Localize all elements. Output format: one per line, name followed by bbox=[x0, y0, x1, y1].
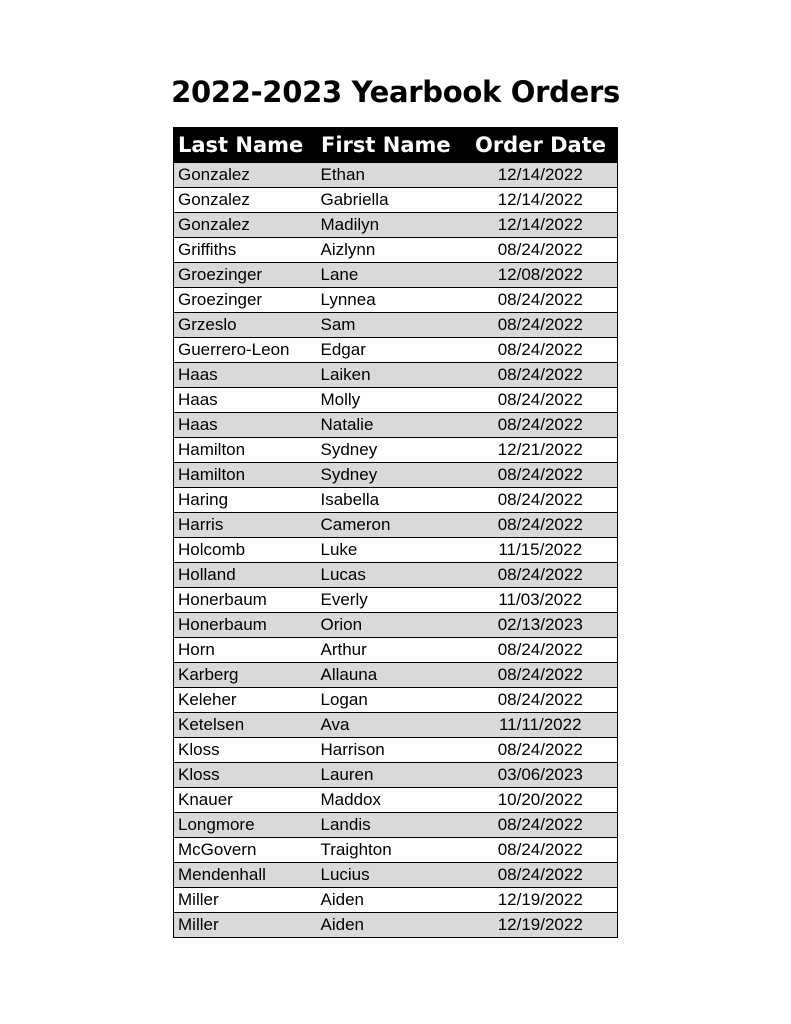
last-name-cell: Groezinger bbox=[174, 263, 317, 288]
last-name-cell: Keleher bbox=[174, 688, 317, 713]
table-row bbox=[174, 238, 618, 263]
table-row bbox=[174, 763, 618, 788]
last-name-cell: Harris bbox=[174, 513, 317, 538]
table-row bbox=[174, 188, 618, 213]
table-row bbox=[174, 713, 618, 738]
order-date-cell: 12/19/2022 bbox=[464, 888, 618, 913]
first-name-cell: Aiden bbox=[317, 913, 464, 938]
last-name-cell: Haas bbox=[174, 388, 317, 413]
table-row bbox=[174, 913, 618, 938]
first-name-cell: Aiden bbox=[317, 888, 464, 913]
order-date-cell: 08/24/2022 bbox=[464, 463, 618, 488]
last-name-cell: Longmore bbox=[174, 813, 317, 838]
first-name-cell: Orion bbox=[317, 613, 464, 638]
table-row bbox=[174, 288, 618, 313]
order-date-cell: 08/24/2022 bbox=[464, 238, 618, 263]
last-name-cell: Gonzalez bbox=[174, 163, 317, 188]
order-date-cell: 12/14/2022 bbox=[464, 188, 618, 213]
order-date-cell: 08/24/2022 bbox=[464, 563, 618, 588]
header-row bbox=[174, 128, 618, 163]
first-name-cell: Lucas bbox=[317, 563, 464, 588]
last-name-cell: Horn bbox=[174, 638, 317, 663]
page-title: 2022-2023 Yearbook Orders bbox=[171, 75, 620, 109]
order-date-cell: 08/24/2022 bbox=[464, 413, 618, 438]
first-name-cell: Gabriella bbox=[317, 188, 464, 213]
last-name-cell: Grzeslo bbox=[174, 313, 317, 338]
last-name-cell: Honerbaum bbox=[174, 613, 317, 638]
table-row bbox=[174, 663, 618, 688]
last-name-cell: Haring bbox=[174, 488, 317, 513]
first-name-cell: Logan bbox=[317, 688, 464, 713]
order-date-cell: 08/24/2022 bbox=[464, 288, 618, 313]
last-name-cell: Karberg bbox=[174, 663, 317, 688]
last-name-cell: Mendenhall bbox=[174, 863, 317, 888]
order-date-cell: 02/13/2023 bbox=[464, 613, 618, 638]
table-row bbox=[174, 213, 618, 238]
table-row bbox=[174, 438, 618, 463]
order-date-cell: 10/20/2022 bbox=[464, 788, 618, 813]
first-name-cell: Everly bbox=[317, 588, 464, 613]
first-name-cell: Luke bbox=[317, 538, 464, 563]
order-date-cell: 08/24/2022 bbox=[464, 363, 618, 388]
order-date-cell: 08/24/2022 bbox=[464, 663, 618, 688]
order-date-cell: 08/24/2022 bbox=[464, 863, 618, 888]
order-date-cell: 08/24/2022 bbox=[464, 313, 618, 338]
order-date-cell: 08/24/2022 bbox=[464, 813, 618, 838]
order-date-cell: 08/24/2022 bbox=[464, 388, 618, 413]
table-row bbox=[174, 513, 618, 538]
order-date-cell: 11/03/2022 bbox=[464, 588, 618, 613]
table-row bbox=[174, 363, 618, 388]
first-name-cell: Isabella bbox=[317, 488, 464, 513]
table-row bbox=[174, 738, 618, 763]
first-name-cell: Traighton bbox=[317, 838, 464, 863]
order-date-cell: 12/08/2022 bbox=[464, 263, 618, 288]
table-row bbox=[174, 563, 618, 588]
order-date-cell: 12/21/2022 bbox=[464, 438, 618, 463]
order-date-cell: 11/11/2022 bbox=[464, 713, 618, 738]
table-row bbox=[174, 813, 618, 838]
last-name-cell: Kloss bbox=[174, 738, 317, 763]
order-date-cell: 08/24/2022 bbox=[464, 513, 618, 538]
first-name-cell: Natalie bbox=[317, 413, 464, 438]
first-name-cell: Landis bbox=[317, 813, 464, 838]
table-row bbox=[174, 863, 618, 888]
last-name-cell: Hamilton bbox=[174, 463, 317, 488]
table-header bbox=[174, 128, 618, 163]
table-row bbox=[174, 688, 618, 713]
column-header-last-name: Last Name bbox=[174, 128, 317, 163]
order-date-cell: 08/24/2022 bbox=[464, 488, 618, 513]
order-date-cell: 08/24/2022 bbox=[464, 738, 618, 763]
last-name-cell: Haas bbox=[174, 363, 317, 388]
order-date-cell: 12/14/2022 bbox=[464, 163, 618, 188]
last-name-cell: Hamilton bbox=[174, 438, 317, 463]
first-name-cell: Aizlynn bbox=[317, 238, 464, 263]
first-name-cell: Madilyn bbox=[317, 213, 464, 238]
last-name-cell: Holland bbox=[174, 563, 317, 588]
first-name-cell: Maddox bbox=[317, 788, 464, 813]
table-row bbox=[174, 788, 618, 813]
table-row bbox=[174, 538, 618, 563]
first-name-cell: Sam bbox=[317, 313, 464, 338]
last-name-cell: Miller bbox=[174, 888, 317, 913]
column-header-first-name: First Name bbox=[317, 128, 464, 163]
first-name-cell: Ethan bbox=[317, 163, 464, 188]
last-name-cell: McGovern bbox=[174, 838, 317, 863]
order-date-cell: 12/19/2022 bbox=[464, 913, 618, 938]
order-date-cell: 11/15/2022 bbox=[464, 538, 618, 563]
first-name-cell: Lucius bbox=[317, 863, 464, 888]
first-name-cell: Harrison bbox=[317, 738, 464, 763]
order-date-cell: 08/24/2022 bbox=[464, 638, 618, 663]
table-row bbox=[174, 613, 618, 638]
first-name-cell: Cameron bbox=[317, 513, 464, 538]
column-header-order-date: Order Date bbox=[464, 128, 618, 163]
last-name-cell: Haas bbox=[174, 413, 317, 438]
table-row bbox=[174, 263, 618, 288]
table-row bbox=[174, 638, 618, 663]
table-row bbox=[174, 588, 618, 613]
first-name-cell: Arthur bbox=[317, 638, 464, 663]
last-name-cell: Griffiths bbox=[174, 238, 317, 263]
first-name-cell: Sydney bbox=[317, 463, 464, 488]
last-name-cell: Ketelsen bbox=[174, 713, 317, 738]
first-name-cell: Laiken bbox=[317, 363, 464, 388]
table-row bbox=[174, 888, 618, 913]
first-name-cell: Molly bbox=[317, 388, 464, 413]
first-name-cell: Sydney bbox=[317, 438, 464, 463]
last-name-cell: Holcomb bbox=[174, 538, 317, 563]
order-date-cell: 08/24/2022 bbox=[464, 338, 618, 363]
last-name-cell: Kloss bbox=[174, 763, 317, 788]
table-body bbox=[174, 163, 618, 938]
order-date-cell: 08/24/2022 bbox=[464, 688, 618, 713]
first-name-cell: Lane bbox=[317, 263, 464, 288]
order-date-cell: 08/24/2022 bbox=[464, 838, 618, 863]
order-date-cell: 03/06/2023 bbox=[464, 763, 618, 788]
table-row bbox=[174, 338, 618, 363]
last-name-cell: Guerrero-Leon bbox=[174, 338, 317, 363]
table-row bbox=[174, 413, 618, 438]
order-date-cell: 12/14/2022 bbox=[464, 213, 618, 238]
first-name-cell: Ava bbox=[317, 713, 464, 738]
table-row bbox=[174, 838, 618, 863]
last-name-cell: Groezinger bbox=[174, 288, 317, 313]
last-name-cell: Knauer bbox=[174, 788, 317, 813]
table-row bbox=[174, 463, 618, 488]
table-row bbox=[174, 313, 618, 338]
orders-table bbox=[173, 127, 618, 938]
table-row bbox=[174, 388, 618, 413]
first-name-cell: Lynnea bbox=[317, 288, 464, 313]
first-name-cell: Edgar bbox=[317, 338, 464, 363]
table-row bbox=[174, 163, 618, 188]
table-row bbox=[174, 488, 618, 513]
last-name-cell: Gonzalez bbox=[174, 188, 317, 213]
last-name-cell: Honerbaum bbox=[174, 588, 317, 613]
last-name-cell: Miller bbox=[174, 913, 317, 938]
first-name-cell: Allauna bbox=[317, 663, 464, 688]
last-name-cell: Gonzalez bbox=[174, 213, 317, 238]
first-name-cell: Lauren bbox=[317, 763, 464, 788]
